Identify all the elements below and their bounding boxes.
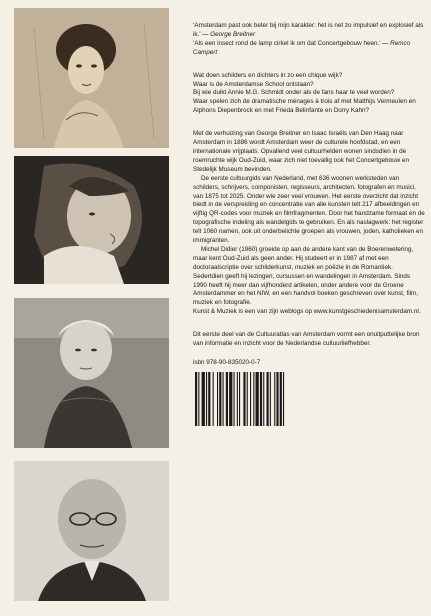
paragraph: Michel Didier (1960) groeide op aan de andere kant van de Boerenwetering, maar kent Oud-Zuid als geen ander. Hij studeert er in 1987 af met een doctoraalscriptie over schilderkunst, muziek en poëzie in de Romantiek. Sedertdien geeft hij lezingen, cursussen en wandelingen in Amsterdam. Sinds 1990 heeft hij meer dan vijfhonderd artikelen, onder andere voor de Groene Amsterdammer en het NIW, en een handvol boeken geschreven over kunst, film, muziek en fotografie. (193, 245, 419, 307)
quote-author: — George Breitner (202, 30, 256, 38)
barcode-bar (260, 372, 262, 426)
barcode-bar (239, 372, 240, 426)
barcode-bar (253, 372, 254, 426)
barcode-bar (237, 372, 238, 426)
barcode-bar (283, 372, 284, 426)
barcode (193, 372, 319, 426)
questions (193, 72, 425, 117)
body-text (193, 130, 425, 317)
text-column (193, 22, 425, 426)
paragraph: Met de verhuizing van George Breitner en Isaac Israëls van Den Haag naar Amsterdam in 1886 wordt Amsterdam weer de culturele hoofdstad, en een internationale vrijplaats. Opvallend veel cultuurhelden wonen sindsdien in de roemruchte wijk Oud-Zuid, waar zich niet toevallig ook het Concertgebouw en Stedelijk Museum bevinden. (193, 130, 409, 173)
barcode-bar (274, 372, 275, 426)
closing-text: Dit eerste deel van de Cultuuratlas van Amsterdam vormt een onuitputtelijke bron van informatie en inzicht voor de Nederlandse cultuurliefhebber. (193, 331, 420, 348)
question: Bij wie duikt Annie M.G. Schmidt onder als de fans haar te veel worden? (193, 89, 395, 97)
portrait-photo-woman-profile (14, 156, 169, 284)
quotes (193, 22, 425, 58)
isbn-label: isbn 978-90-835020-0-7 (193, 359, 261, 366)
barcode-bar (202, 372, 205, 426)
barcode-bar (217, 372, 218, 426)
portrait-photo-older-woman (14, 298, 169, 448)
quote-author: — Remco Campert (193, 39, 411, 56)
barcode-bar (276, 372, 278, 426)
barcode-bar (213, 372, 214, 426)
barcode-bar (280, 372, 282, 426)
barcode-bar (270, 372, 271, 426)
barcode-bar (226, 372, 228, 426)
question: Wat doen schilders en dichters in zo een chique wijk? (193, 71, 343, 79)
barcode-bar (256, 372, 259, 426)
portrait-drawing-woman (14, 8, 169, 148)
quote-breitner: ‘Amsterdam past ook beter bij mijn karakter: het is net zo impulsief en explosief als ik.’ — George Breitner (193, 22, 424, 38)
barcode-bar (195, 372, 197, 426)
barcode-bar (223, 372, 224, 426)
photo-column (8, 6, 173, 606)
barcode-bar (198, 372, 199, 426)
barcode-bar (229, 372, 232, 426)
barcode-bar (234, 372, 235, 426)
paragraph: Kunst & Muziek is een van zijn weblogs op www.kunstgeschiedenisamsterdam.nl. (193, 308, 421, 316)
quote-campert: ‘Als een insect rond de lamp cirkel ik om dat Concertgebouw heen.’ — Remco Campert (193, 39, 411, 56)
barcode-bar (263, 372, 264, 426)
barcode-bar (208, 372, 210, 426)
barcode-bar (250, 372, 251, 426)
barcode-bar (267, 372, 269, 426)
barcode-bar (206, 372, 207, 426)
barcode-bar (219, 372, 221, 426)
paragraph: De eerste cultuurgids van Nederland, met 636 woonen werksteden van schilders, schrijvers, componisten, regisseurs, architecten, fotografen en musici, van 1875 tot 2025. Onder wie zeer veel vrouwen. Het eerste overzicht dat inzicht biedt in de verspreiding en concentratie van alle kunsten telt 217 afbeeldingen en vijftig QR-codes voor muziek en filmfragmenten. Door het handzame formaat en de topografische indeling als wandelgids te gebruiken. En als naslagwerk: het register telt 1060 namen, ook uit onderbelichte groepen als vrouwen, joden, katholieken en immigranten. (193, 174, 425, 245)
question: Waar spelen zich de dramatische ménages à trois af met Matthijs Vermeulen en Alphons Diepenbrock en met Frieda Belinfante en Dorry Kahn? (193, 98, 416, 115)
question: Waar is de Amsterdamse School ontstaan? (193, 80, 314, 88)
barcode-bar (243, 372, 245, 426)
portrait-photo-man (14, 461, 169, 601)
barcode-bar (247, 372, 248, 426)
